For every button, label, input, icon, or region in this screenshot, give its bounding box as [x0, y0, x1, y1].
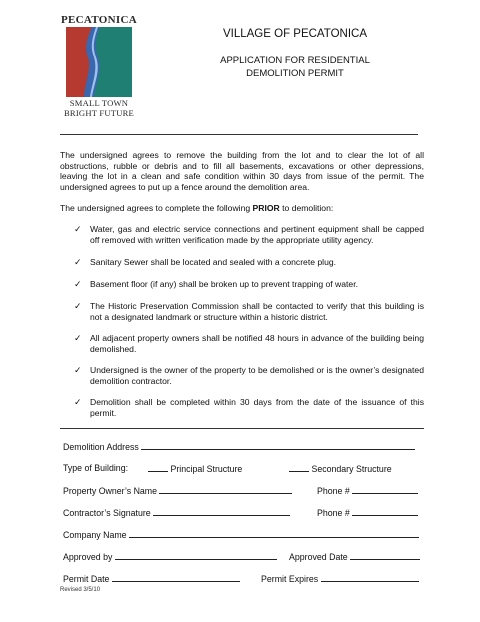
- company-name-field: Company Name: [63, 529, 419, 540]
- intro-paragraph: The undersigned agrees to remove the building from the lot and to clear the lot of all obstructions, rubble or debris and to fill all basements, excavations or other depressions, leaving the lot in a clean and safe condition within 30 days from issue of the permit. The undersigned agrees to put up a fence around the demolition area.: [60, 150, 424, 192]
- checklist-item-owner: ✓ Undersigned is the owner of the property to be demolished or is the owner’s designated demolition contractor.: [74, 365, 424, 386]
- logo-top-text: PECATONICA: [61, 14, 137, 26]
- checkmark-icon: ✓: [74, 224, 82, 234]
- property-owners-name-input[interactable]: [159, 485, 292, 494]
- prior-statement: The undersigned agrees to complete the following PRIOR to demolition:: [60, 203, 334, 213]
- approved-date-field: Approved Date: [289, 551, 420, 562]
- type-of-building-label: Type of Building:: [63, 463, 129, 473]
- contractors-signature-input[interactable]: [153, 507, 290, 516]
- document-title: VILLAGE OF PECATONICA: [222, 28, 367, 40]
- revision-note: Revised 3/5/10: [60, 587, 101, 593]
- demolition-address-input[interactable]: [141, 441, 415, 450]
- document-subtitle-line1: APPLICATION FOR RESIDENTIAL: [220, 55, 370, 66]
- checkmark-icon: ✓: [74, 397, 82, 407]
- checklist-item-historic: ✓ The Historic Preservation Commission shall be contacted to verify that this building is not a designated landmark or structure within a historic district.: [74, 301, 424, 322]
- checkmark-icon: ✓: [74, 279, 82, 289]
- owner-phone-input[interactable]: [352, 485, 418, 494]
- checklist-item-completion: ✓ Demolition shall be completed within 30 days from the date of the issuance of this permit.: [74, 397, 424, 418]
- checkmark-icon: ✓: [74, 301, 82, 311]
- checkmark-icon: ✓: [74, 365, 82, 375]
- village-logo: [60, 14, 138, 124]
- logo-tagline: SMALL TOWN BRIGHT FUTURE: [63, 98, 134, 118]
- checklist-item-sewer: ✓ Sanitary Sewer shall be located and sealed with a concrete plug.: [74, 257, 337, 267]
- document-subtitle-line2: DEMOLITION PERMIT: [246, 68, 344, 79]
- checkmark-icon: ✓: [74, 333, 82, 343]
- secondary-structure-option: Secondary Structure: [289, 463, 392, 474]
- contractor-phone-field: Phone #: [317, 507, 418, 518]
- permit-expires-field: Permit Expires: [261, 573, 419, 584]
- checklist-item-basement: ✓ Basement floor (if any) shall be broken up to prevent trapping of water.: [74, 279, 358, 289]
- checkmark-icon: ✓: [74, 257, 82, 267]
- secondary-structure-checkline[interactable]: [289, 463, 309, 472]
- approved-date-input[interactable]: [350, 551, 420, 560]
- header-divider: [60, 134, 418, 135]
- principal-structure-option: Principal Structure: [148, 463, 242, 474]
- permit-date-field: Permit Date: [63, 573, 240, 584]
- property-owners-name-field: Property Owner’s Name: [63, 485, 292, 496]
- permit-expires-input[interactable]: [321, 573, 419, 582]
- demolition-address-field: [63, 441, 415, 452]
- approved-by-input[interactable]: [115, 551, 277, 560]
- checklist-item-notify-owners: ✓ All adjacent property owners shall be notified 48 hours in advance of the building being demolished.: [74, 333, 424, 354]
- approved-by-field: Approved by: [63, 551, 277, 562]
- principal-structure-checkline[interactable]: [148, 463, 168, 472]
- checklist-item-utilities: ✓ Water, gas and electric service connections and pertinent equipment shall be capped off removed with written verification made by the appropriate utility agency.: [74, 224, 424, 245]
- checklist-divider: [60, 428, 424, 429]
- logo-river-graphic: [66, 27, 132, 97]
- contractors-signature-field: Contractor’s Signature: [63, 507, 290, 518]
- permit-date-input[interactable]: [112, 573, 240, 582]
- demolition-address-label: Demolition Address: [63, 442, 139, 452]
- owner-phone-field: Phone #: [317, 485, 418, 496]
- contractor-phone-input[interactable]: [352, 507, 418, 516]
- company-name-input[interactable]: [129, 529, 419, 538]
